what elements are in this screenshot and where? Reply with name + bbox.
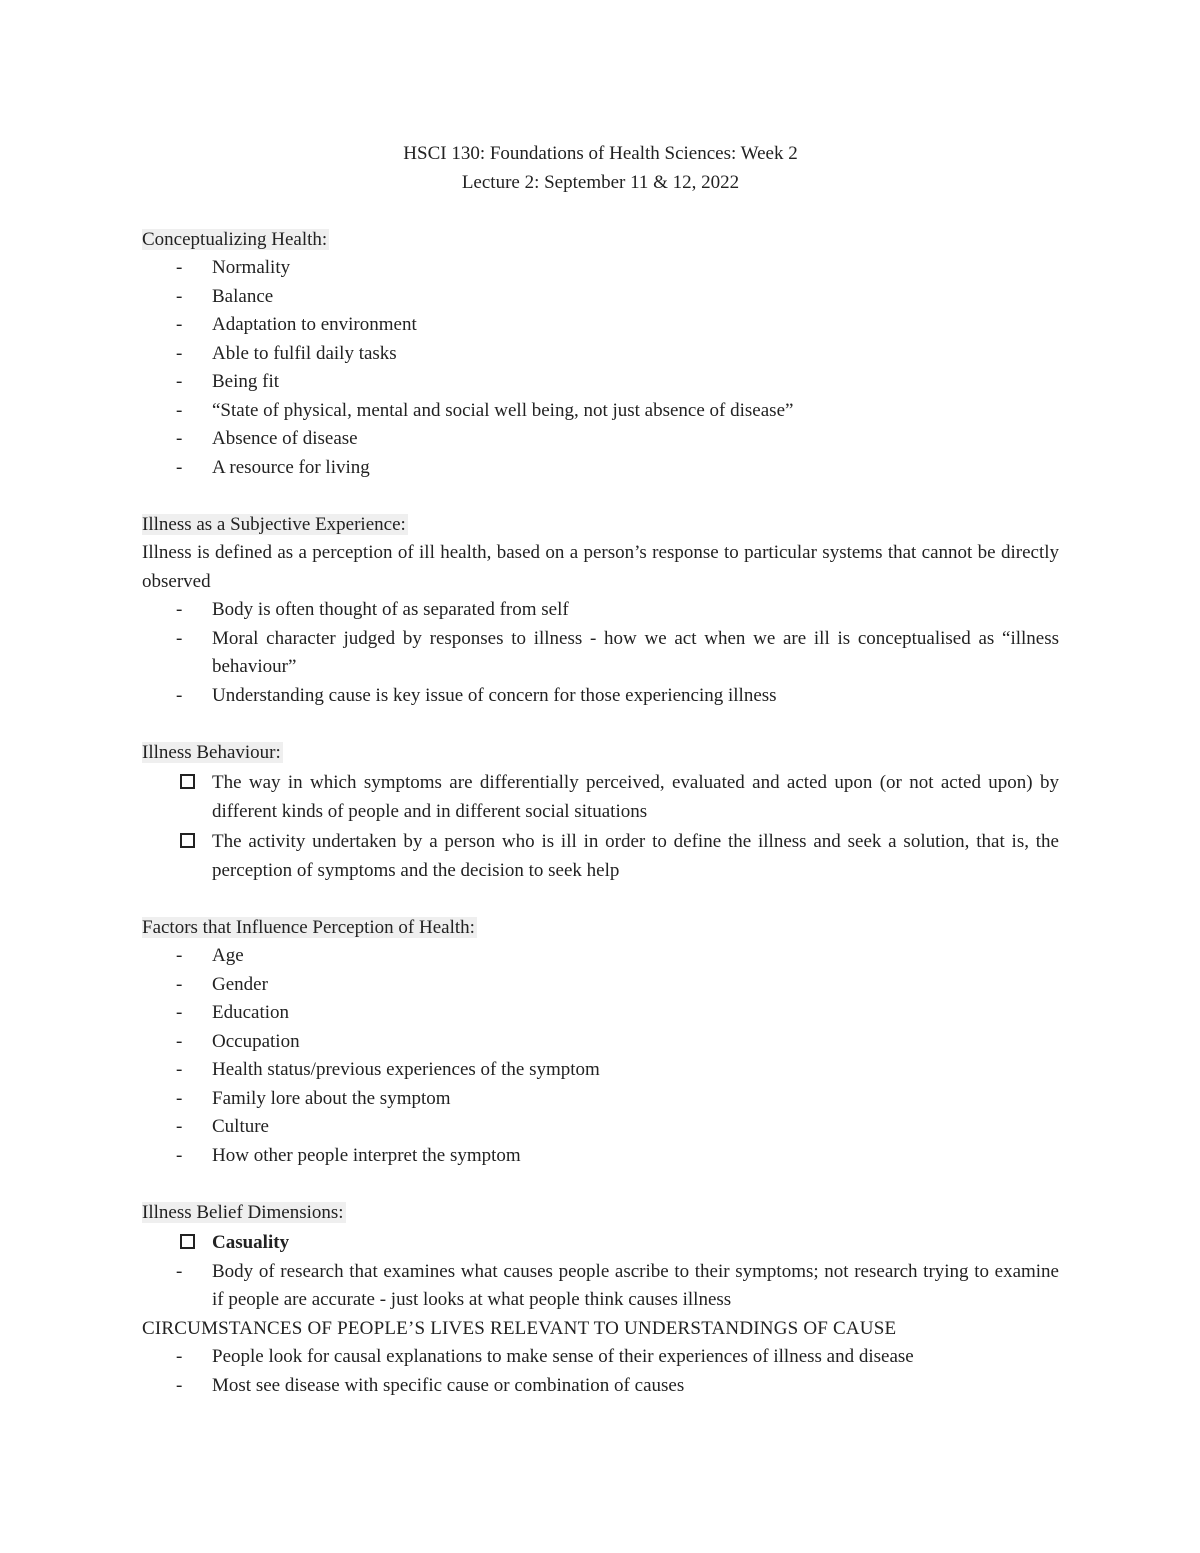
list-item: - Being fit — [142, 368, 1059, 397]
section-conceptualizing-health — [142, 226, 1059, 483]
list-item: - Family lore about the symptom — [142, 1085, 1059, 1114]
section-paragraph: Illness is defined as a perception of ill health, based on a person’s response to particular systems that cannot be directly observed — [142, 542, 1059, 592]
list-item: - Health status/previous experiences of the symptom — [142, 1056, 1059, 1085]
list-item: - How other people interpret the symptom — [142, 1142, 1059, 1171]
section-illness-behaviour — [142, 739, 1059, 886]
list-item: - Body is often thought of as separated from self — [142, 596, 1059, 625]
checkbox-list — [142, 769, 1059, 885]
list-item: - Understanding cause is key issue of concern for those experiencing illness — [142, 682, 1059, 711]
list-item: - Balance — [142, 283, 1059, 312]
document-subtitle: Lecture 2: September 11 & 12, 2022 — [461, 171, 740, 193]
list-item: - Culture — [142, 1113, 1059, 1142]
list-item: - Absence of disease — [142, 425, 1059, 454]
list-item: - Gender — [142, 971, 1059, 1000]
document-page — [142, 140, 1059, 1400]
checkbox-list-item — [142, 1229, 1059, 1258]
checkbox-item-text: The way in which symptoms are differentially perceived, evaluated and acted upon (or not acted upon) by different kinds of people and in different social situations — [212, 772, 1059, 822]
checkbox-item-text: The activity undertaken by a person who is ill in order to define the illness and seek a solution, that is, the perception of symptoms and the decision to seek help — [212, 831, 1059, 881]
list-item: - Body of research that examines what causes people ascribe to their symptoms; not research trying to examine if people are accurate - just looks at what people think causes illness — [142, 1258, 1059, 1315]
list-item: - Age — [142, 942, 1059, 971]
section-heading: Illness as a Subjective Experience: — [142, 513, 406, 535]
list-item: - Adaptation to environment — [142, 311, 1059, 340]
list-item: - Education — [142, 999, 1059, 1028]
list-item: - “State of physical, mental and social well being, not just absence of disease” — [142, 397, 1059, 426]
checkbox-icon[interactable] — [180, 1234, 195, 1249]
section-illness-subjective-experience — [142, 511, 1059, 711]
checkbox-list — [142, 1229, 1059, 1258]
checkbox-icon[interactable] — [180, 774, 195, 789]
section-heading: Conceptualizing Health: — [142, 228, 328, 250]
checkbox-item-text: Casuality — [212, 1232, 290, 1253]
list-item: - People look for causal explanations to make sense of their experiences of illness and disease — [142, 1343, 1059, 1372]
bullet-list — [142, 254, 1059, 482]
list-item: - Most see disease with specific cause or combination of causes — [142, 1372, 1059, 1401]
list-item: - Normality — [142, 254, 1059, 283]
document-title: HSCI 130: Foundations of Health Sciences: Week 2 — [403, 143, 798, 164]
checkbox-list-item — [142, 828, 1059, 885]
bullet-list — [142, 1258, 1059, 1315]
section-illness-belief-dimensions — [142, 1199, 1059, 1401]
bullet-list — [142, 596, 1059, 710]
caps-subheading: CIRCUMSTANCES OF PEOPLE’S LIVES RELEVANT TO UNDERSTANDINGS OF CAUSE — [142, 1317, 897, 1339]
bullet-list — [142, 942, 1059, 1170]
checkbox-icon[interactable] — [180, 833, 195, 848]
section-heading: Factors that Influence Perception of Health: — [142, 916, 475, 938]
list-item: - A resource for living — [142, 454, 1059, 483]
section-factors-perception — [142, 914, 1059, 1171]
section-heading: Illness Belief Dimensions: — [142, 1201, 344, 1223]
list-item: - Able to fulfil daily tasks — [142, 340, 1059, 369]
checkbox-list-item — [142, 769, 1059, 826]
list-item: - Moral character judged by responses to illness - how we act when we are ill is conceptualised as “illness behaviour” — [142, 625, 1059, 682]
bullet-list — [142, 1343, 1059, 1400]
list-item: - Occupation — [142, 1028, 1059, 1057]
section-heading: Illness Behaviour: — [142, 741, 281, 763]
